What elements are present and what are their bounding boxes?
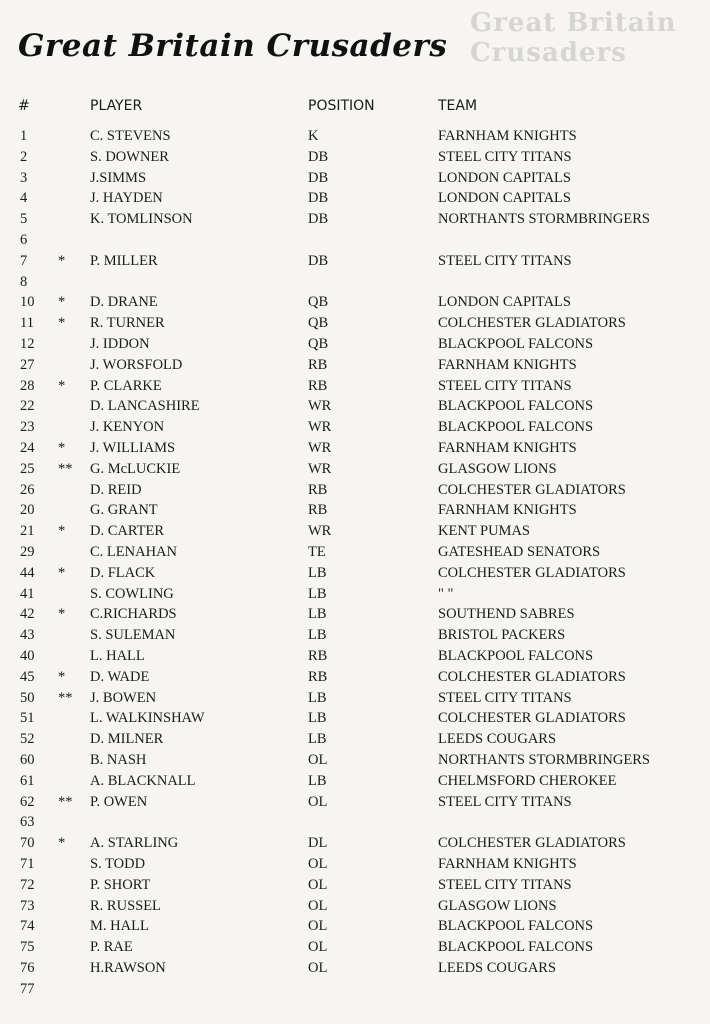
row-player: S. TODD [90,856,146,872]
row-position: OL [308,856,328,872]
row-position: WR [308,460,332,477]
row-player: P. OWEN [90,793,148,810]
row-number: 44 [20,564,35,581]
table-row [0,272,710,292]
row-number: 10 [20,294,35,311]
row-position: QB [308,336,329,352]
row-marker: * [58,377,66,394]
row-number: 3 [20,169,28,186]
table-row [0,521,710,541]
row-number: 28 [20,377,35,394]
row-team: COLCHESTER GLADIATORS [438,668,626,685]
row-number: 5 [20,211,28,228]
row-player: J. WILLIAMS [90,440,176,456]
row-number: 1 [20,128,28,144]
table-row [0,334,710,354]
row-player: B. NASH [90,752,147,768]
row-player: G. GRANT [90,502,158,519]
row-player: D. FLACK [90,564,156,581]
row-number: 62 [20,793,35,810]
row-marker: * [58,315,66,332]
row-marker: * [58,668,66,685]
table-row [0,708,710,728]
row-position: TE [308,544,326,560]
row-player: J. IDDON [90,336,150,352]
row-marker: ** [58,689,73,706]
row-team: BLACKPOOL FALCONS [438,398,594,415]
table-row [0,168,710,188]
row-marker: ** [58,460,73,477]
row-player: S. DOWNER [90,148,169,165]
table-row [0,147,710,167]
table-row [0,750,710,770]
table-row [0,854,710,874]
row-team: NORTHANTS STORMBRINGERS [438,752,650,768]
row-position: RB [308,377,328,394]
row-position: QB [308,315,329,332]
row-number: 74 [20,918,35,935]
row-number: 21 [20,523,35,540]
row-number: 26 [20,481,35,498]
row-position: DB [308,148,329,165]
row-team: COLCHESTER GLADIATORS [438,835,626,852]
row-team: STEEL CITY TITANS [438,689,572,706]
row-team: BLACKPOOL FALCONS [438,419,594,436]
row-marker: * [58,564,66,581]
row-team: LEEDS COUGARS [438,960,557,976]
row-player: C. LENAHAN [90,544,177,560]
row-position: DB [308,169,329,186]
row-position: OL [308,960,328,976]
row-team: GATESHEAD SENATORS [438,544,601,560]
row-position: OL [308,897,328,914]
row-number: 51 [20,710,35,727]
table-row [0,188,710,208]
row-position: RB [308,648,328,664]
row-number: 77 [20,980,35,997]
row-position: LB [308,772,327,789]
row-number: 73 [20,897,35,914]
row-position: OL [308,752,328,768]
table-row [0,688,710,708]
row-player: G. McLUCKIE [90,460,181,477]
row-position: DL [308,835,328,852]
row-number: 76 [20,960,35,976]
row-player: J. BOWEN [90,689,157,706]
row-position: RB [308,668,328,685]
row-player: L. WALKINSHAW [90,710,205,727]
row-team: COLCHESTER GLADIATORS [438,564,626,581]
row-position: WR [308,419,332,436]
table-row [0,292,710,312]
row-player: M. HALL [90,918,149,935]
row-number: 7 [20,252,28,269]
row-player: D. REID [90,481,142,498]
row-number: 29 [20,544,35,560]
row-position: OL [308,918,328,935]
table-header [0,96,710,116]
row-team: LEEDS COUGARS [438,731,557,748]
row-number: 24 [20,440,35,456]
row-position: DB [308,252,329,269]
row-position: K [308,128,319,144]
row-number: 25 [20,460,35,477]
row-position: RB [308,356,328,373]
table-row [0,792,710,812]
table-row [0,313,710,333]
row-position: OL [308,793,328,810]
row-number: 20 [20,502,35,519]
row-position: DB [308,190,329,207]
row-team: COLCHESTER GLADIATORS [438,710,626,727]
row-player: C.RICHARDS [90,606,177,623]
row-player: S. COWLING [90,585,174,602]
row-player: D. DRANE [90,294,158,311]
row-player: A. STARLING [90,835,179,852]
row-number: 27 [20,356,35,373]
row-team: CHELMSFORD CHEROKEE [438,772,617,789]
table-row [0,896,710,916]
row-number: 23 [20,419,35,436]
row-team: NORTHANTS STORMBRINGERS [438,211,650,228]
table-row [0,979,710,999]
table-row [0,209,710,229]
table-row [0,875,710,895]
row-number: 75 [20,939,35,956]
table-row [0,584,710,604]
row-position: WR [308,398,332,415]
table-row [0,604,710,624]
row-marker: * [58,440,66,456]
row-team: FARNHAM KNIGHTS [438,856,577,872]
row-team: " " [438,585,454,602]
table-row [0,376,710,396]
row-number: 42 [20,606,35,623]
row-marker: * [58,294,66,311]
table-row [0,771,710,791]
row-player: R. TURNER [90,315,165,332]
row-number: 71 [20,856,35,872]
row-player: J. KENYON [90,419,165,436]
row-position: LB [308,564,327,581]
table-row [0,958,710,978]
table-row [0,230,710,250]
row-position: QB [308,294,329,311]
table-row [0,625,710,645]
table-row [0,646,710,666]
row-player: P. MILLER [90,252,158,269]
row-number: 43 [20,627,35,644]
table-row [0,833,710,853]
row-position: LB [308,585,327,602]
page-title: Great Britain Crusaders [18,28,448,64]
row-team: KENT PUMAS [438,523,530,540]
row-position: WR [308,523,332,540]
row-number: 4 [20,190,28,207]
row-marker: * [58,252,66,269]
row-player: D. LANCASHIRE [90,398,200,415]
row-position: DB [308,211,329,228]
row-team: BLACKPOOL FALCONS [438,939,594,956]
row-player: P. CLARKE [90,377,162,394]
row-team: STEEL CITY TITANS [438,876,572,893]
row-team: STEEL CITY TITANS [438,148,572,165]
row-number: 72 [20,876,35,893]
row-number: 60 [20,752,35,768]
row-team: BLACKPOOL FALCONS [438,918,594,935]
row-position: LB [308,731,327,748]
row-position: RB [308,502,328,519]
row-number: 11 [20,315,34,332]
row-position: LB [308,689,327,706]
row-team: FARNHAM KNIGHTS [438,440,577,456]
table-row [0,500,710,520]
table-row [0,251,710,271]
table-row [0,542,710,562]
row-player: D. WADE [90,668,150,685]
row-team: STEEL CITY TITANS [438,377,572,394]
header-player: PLAYER [90,98,143,114]
row-number: 12 [20,336,35,352]
row-number: 22 [20,398,35,415]
row-team: LONDON CAPITALS [438,190,571,207]
row-number: 8 [20,273,28,290]
table-row [0,729,710,749]
row-team: FARNHAM KNIGHTS [438,356,577,373]
table-row [0,438,710,458]
row-number: 50 [20,689,35,706]
row-team: STEEL CITY TITANS [438,793,572,810]
row-marker: * [58,835,66,852]
row-marker: * [58,606,66,623]
row-position: LB [308,710,327,727]
row-team: COLCHESTER GLADIATORS [438,315,626,332]
table-row [0,417,710,437]
row-team: LONDON CAPITALS [438,294,571,311]
row-position: OL [308,876,328,893]
row-player: J. HAYDEN [90,190,163,207]
row-team: BRISTOL PACKERS [438,627,566,644]
header-position: POSITION [308,98,375,114]
row-number: 41 [20,585,35,602]
row-player: P. RAE [90,939,133,956]
row-team: COLCHESTER GLADIATORS [438,481,626,498]
row-player: R. RUSSEL [90,897,161,914]
row-team: FARNHAM KNIGHTS [438,128,577,144]
row-number: 63 [20,814,35,831]
header-number: # [18,98,30,114]
table-row [0,396,710,416]
table-row [0,459,710,479]
row-player: D. CARTER [90,523,165,540]
row-position: LB [308,606,327,623]
table-row [0,937,710,957]
row-player: A. BLACKNALL [90,772,196,789]
row-team: GLASGOW LIONS [438,460,557,477]
row-position: RB [308,481,328,498]
row-number: 6 [20,232,28,248]
row-marker: ** [58,793,73,810]
row-player: P. SHORT [90,876,151,893]
row-player: K. TOMLINSON [90,211,193,228]
table-row [0,355,710,375]
row-team: BLACKPOOL FALCONS [438,648,594,664]
row-team: STEEL CITY TITANS [438,252,572,269]
row-number: 45 [20,668,35,685]
table-row [0,480,710,500]
row-number: 70 [20,835,35,852]
row-player: S. SULEMAN [90,627,176,644]
table-row [0,812,710,832]
row-team: SOUTHEND SABRES [438,606,575,623]
row-number: 52 [20,731,35,748]
row-team: BLACKPOOL FALCONS [438,336,594,352]
row-position: OL [308,939,328,956]
header-team: TEAM [438,98,478,114]
row-team: GLASGOW LIONS [438,897,557,914]
row-player: H.RAWSON [90,960,166,976]
row-number: 40 [20,648,35,664]
row-number: 61 [20,772,35,789]
bleed-through-title: Great Britain Crusaders [470,8,677,68]
row-player: J. WORSFOLD [90,356,183,373]
table-row [0,126,710,146]
row-position: LB [308,627,327,644]
row-marker: * [58,523,66,540]
row-team: FARNHAM KNIGHTS [438,502,577,519]
row-player: L. HALL [90,648,145,664]
row-team: LONDON CAPITALS [438,169,571,186]
table-row [0,916,710,936]
row-player: C. STEVENS [90,128,171,144]
row-player: J.SIMMS [90,169,147,186]
row-position: WR [308,440,332,456]
row-player: D. MILNER [90,731,164,748]
row-number: 2 [20,148,28,165]
table-row [0,563,710,583]
table-row [0,667,710,687]
